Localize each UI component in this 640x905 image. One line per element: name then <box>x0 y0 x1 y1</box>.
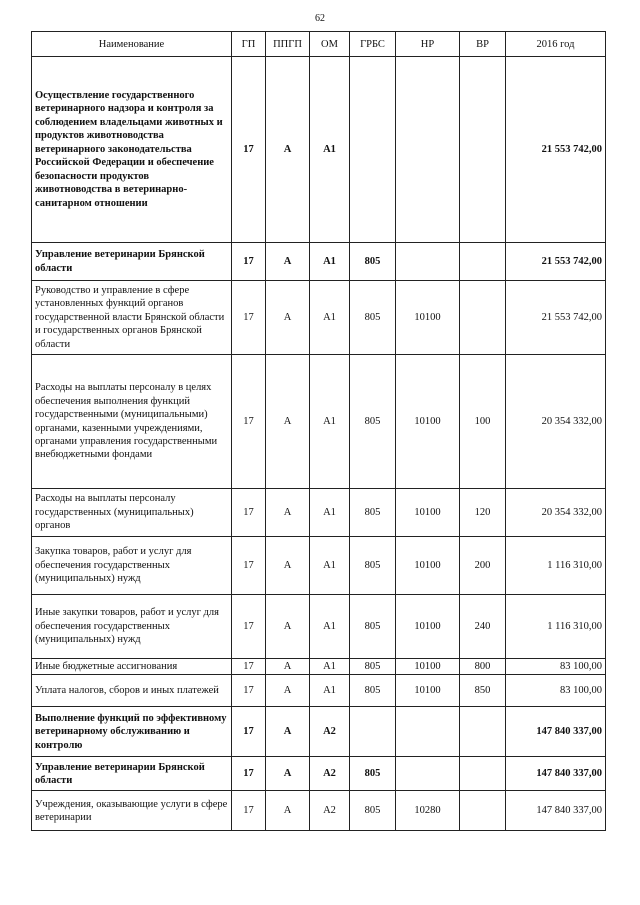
row-om: А2 <box>310 791 350 831</box>
table-row <box>32 57 606 243</box>
row-amount: 1 116 310,00 <box>506 595 606 659</box>
row-grbs <box>350 707 396 757</box>
row-amount: 21 553 742,00 <box>506 243 606 281</box>
row-name: Учреждения, оказывающие услуги в сфере ветеринарии <box>32 791 232 831</box>
row-om: А1 <box>310 659 350 675</box>
row-ppgp: А <box>266 675 310 707</box>
header-om: ОМ <box>310 32 350 57</box>
table-row <box>32 707 606 757</box>
row-vr: 850 <box>460 675 506 707</box>
row-vr: 120 <box>460 489 506 537</box>
row-vr: 240 <box>460 595 506 659</box>
row-amount: 20 354 332,00 <box>506 355 606 489</box>
row-om: А1 <box>310 489 350 537</box>
row-grbs: 805 <box>350 243 396 281</box>
row-grbs: 805 <box>350 791 396 831</box>
table-row <box>32 791 606 831</box>
row-name: Закупка товаров, работ и услуг для обеспечения государственных (муниципальных) нужд <box>32 537 232 595</box>
row-ppgp: А <box>266 489 310 537</box>
row-om: А2 <box>310 707 350 757</box>
header-year: 2016 год <box>506 32 606 57</box>
row-name: Иные бюджетные ассигнования <box>32 659 232 675</box>
table-header-row <box>32 32 606 57</box>
row-grbs: 805 <box>350 537 396 595</box>
row-vr: 800 <box>460 659 506 675</box>
row-amount: 21 553 742,00 <box>506 281 606 355</box>
header-name: Наименование <box>32 32 232 57</box>
row-np: 10100 <box>396 675 460 707</box>
row-grbs: 805 <box>350 675 396 707</box>
row-name: Расходы на выплаты персоналу государственных (муниципальных) органов <box>32 489 232 537</box>
row-gp: 17 <box>232 595 266 659</box>
table-row <box>32 659 606 675</box>
row-ppgp: А <box>266 707 310 757</box>
row-gp: 17 <box>232 57 266 243</box>
row-om: А1 <box>310 595 350 659</box>
row-vr <box>460 243 506 281</box>
row-gp: 17 <box>232 355 266 489</box>
row-grbs: 805 <box>350 281 396 355</box>
row-ppgp: А <box>266 243 310 281</box>
page-number: 62 <box>315 13 325 24</box>
row-gp: 17 <box>232 489 266 537</box>
budget-table <box>31 31 606 831</box>
header-gp: ГП <box>232 32 266 57</box>
row-np <box>396 57 460 243</box>
row-grbs: 805 <box>350 659 396 675</box>
row-om: А1 <box>310 281 350 355</box>
row-ppgp: А <box>266 355 310 489</box>
row-om: А1 <box>310 355 350 489</box>
header-ppgp: ППГП <box>266 32 310 57</box>
row-np: 10100 <box>396 537 460 595</box>
row-grbs: 805 <box>350 355 396 489</box>
row-gp: 17 <box>232 537 266 595</box>
row-grbs: 805 <box>350 595 396 659</box>
row-amount: 20 354 332,00 <box>506 489 606 537</box>
row-ppgp: А <box>266 791 310 831</box>
header-grbs: ГРБС <box>350 32 396 57</box>
row-np: 10100 <box>396 659 460 675</box>
row-gp: 17 <box>232 243 266 281</box>
row-ppgp: А <box>266 659 310 675</box>
row-ppgp: А <box>266 537 310 595</box>
row-np: 10100 <box>396 489 460 537</box>
table-row <box>32 281 606 355</box>
row-name: Расходы на выплаты персоналу в целях обеспечения выполнения функций государственными (муниципальными) органами, казенными учреждениями, органами управления государственными внебюджетными фондами <box>32 355 232 489</box>
table-row <box>32 757 606 791</box>
row-ppgp: А <box>266 57 310 243</box>
row-om: А1 <box>310 57 350 243</box>
header-vr: ВР <box>460 32 506 57</box>
row-om: А1 <box>310 675 350 707</box>
row-amount: 83 100,00 <box>506 659 606 675</box>
row-gp: 17 <box>232 757 266 791</box>
row-name: Иные закупки товаров, работ и услуг для обеспечения государственных (муниципальных) нужд <box>32 595 232 659</box>
row-amount: 1 116 310,00 <box>506 537 606 595</box>
row-np <box>396 243 460 281</box>
row-grbs: 805 <box>350 489 396 537</box>
row-gp: 17 <box>232 791 266 831</box>
row-vr: 100 <box>460 355 506 489</box>
row-ppgp: А <box>266 281 310 355</box>
row-om: А1 <box>310 243 350 281</box>
row-np <box>396 707 460 757</box>
row-vr <box>460 791 506 831</box>
row-amount: 147 840 337,00 <box>506 707 606 757</box>
row-np: 10280 <box>396 791 460 831</box>
row-amount: 21 553 742,00 <box>506 57 606 243</box>
row-name: Выполнение функций по эффективному ветеринарному обслуживанию и контролю <box>32 707 232 757</box>
row-vr <box>460 707 506 757</box>
row-np: 10100 <box>396 355 460 489</box>
row-name: Осуществление государственного ветеринарного надзора и контроля за соблюдением владельцами животных и продуктов животноводства ветеринарного законодательства Российской Федерации и обеспечение безопасности продуктов животноводства в ветеринарно-санитарном отношении <box>32 57 232 243</box>
row-grbs <box>350 57 396 243</box>
row-np: 10100 <box>396 281 460 355</box>
row-amount: 83 100,00 <box>506 675 606 707</box>
row-amount: 147 840 337,00 <box>506 757 606 791</box>
table-row <box>32 243 606 281</box>
row-om: А1 <box>310 537 350 595</box>
row-vr <box>460 57 506 243</box>
row-gp: 17 <box>232 707 266 757</box>
row-vr: 200 <box>460 537 506 595</box>
table-row <box>32 595 606 659</box>
row-vr <box>460 281 506 355</box>
row-gp: 17 <box>232 675 266 707</box>
row-gp: 17 <box>232 659 266 675</box>
row-name: Управление ветеринарии Брянской области <box>32 757 232 791</box>
row-np <box>396 757 460 791</box>
header-np: НР <box>396 32 460 57</box>
table-row <box>32 537 606 595</box>
table-row <box>32 489 606 537</box>
row-amount: 147 840 337,00 <box>506 791 606 831</box>
row-name: Уплата налогов, сборов и иных платежей <box>32 675 232 707</box>
row-np: 10100 <box>396 595 460 659</box>
row-vr <box>460 757 506 791</box>
row-ppgp: А <box>266 595 310 659</box>
row-ppgp: А <box>266 757 310 791</box>
table-row <box>32 355 606 489</box>
row-grbs: 805 <box>350 757 396 791</box>
row-gp: 17 <box>232 281 266 355</box>
table-row <box>32 675 606 707</box>
row-om: А2 <box>310 757 350 791</box>
row-name: Руководство и управление в сфере установленных функций органов государственной власти Брянской области и государственных органов Брянской области <box>32 281 232 355</box>
row-name: Управление ветеринарии Брянской области <box>32 243 232 281</box>
